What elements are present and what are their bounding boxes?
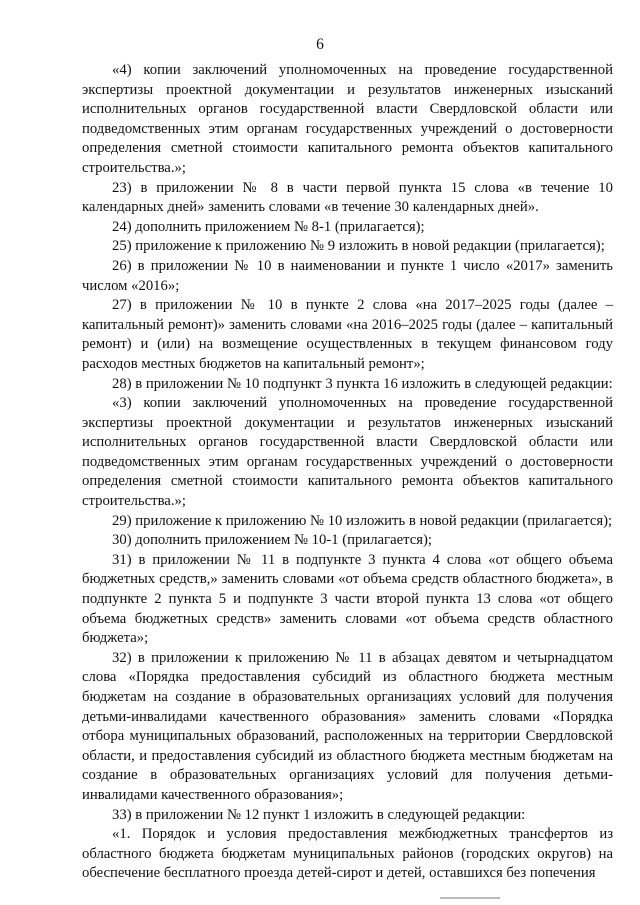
paragraph-item-4-quote: «4) копии заключений уполномоченных на проведение государственной экспертизы проектной документации и результатов инженерных изысканий исполнительных органов государственной власти Свердловской области или подведомственных этим органам государственных учреждений о достоверности определения сметной стоимости капитального ремонта объектов капитального строительства.»; xyxy=(82,62,613,176)
paragraph-item-28: 28) в приложении № 10 подпункт 3 пункта 16 изложить в следующей редакции: xyxy=(112,375,613,392)
paragraph-item-31: 31) в приложении № 11 в подпункте 3 пункта 4 слова «от общего объема бюджетных средств,» заменить словами «от объема средств областного бюджета», в подпункте 2 пункта 5 и подпункте 3 части второй пункта 13 слова «от общего объема бюджетных средств» заменить словами «от объема средств областного бюджета»; xyxy=(82,551,613,647)
document-body xyxy=(82,61,613,884)
paragraph-item-23: 23) в приложении № 8 в части первой пункта 15 слова «в течение 10 календарных дней» заменить словами «в течение 30 календарных дней». xyxy=(82,179,613,216)
paragraph-item-32: 32) в приложении к приложению № 11 в абзацах девятом и четырнадцатом слова «Порядка предоставления субсидий из областного бюджета местным бюджетам на создание в образовательных организациях условий для получения детьми-инвалидами качественного образования» заменить словами «Порядка отбора муниципальных образований, расположенных на территории Свердловской области, и предоставления субсидий из областного бюджета местным бюджетам на создание в образовательных организациях условий для получения детьми-инвалидами качественного образования»; xyxy=(82,649,613,803)
paragraph-item-29: 29) приложение к приложению № 10 изложить в новой редакции (прилагается); xyxy=(112,512,613,529)
paragraph-item-27: 27) в приложении № 10 в пункте 2 слова «на 2017–2025 годы (далее – капитальный ремонт)» заменить словами «на 2016–2025 годы (далее – капитальный ремонт) и (или) на возмещение осуществленных в текущем финансовом году расходов местных бюджетов на капитальный ремонт»; xyxy=(82,297,613,372)
page-number: 6 xyxy=(316,36,324,53)
paragraph-item-24: 24) дополнить приложением № 8-1 (прилагается); xyxy=(112,218,425,235)
scan-artifact xyxy=(440,897,500,899)
paragraph-item-33: 33) в приложении № 12 пункт 1 изложить в следующей редакции: xyxy=(112,806,526,823)
paragraph-item-1-quote: «1. Порядок и условия предоставления межбюджетных трансфертов из областного бюджета бюджетам муниципальных районов (городских округов) на обеспечение бесплатного проезда детей-сирот и детей, оставшихся без попечения xyxy=(82,826,613,882)
paragraph-item-25: 25) приложение к приложению № 9 изложить в новой редакции (прилагается); xyxy=(112,238,605,255)
paragraph-item-3-quote: «3) копии заключений уполномоченных на проведение государственной экспертизы проектной документации и результатов инженерных изысканий исполнительных органов государственной власти Свердловской области или подведомственных этим органам государственных учреждений о достоверности определения сметной стоимости капитального ремонта объектов капитального строительства.»; xyxy=(82,395,613,510)
paragraph-item-26: 26) в приложении № 10 в наименовании и пункте 1 число «2017» заменить числом «2016»; xyxy=(82,257,613,294)
paragraph-item-30: 30) дополнить приложением № 10-1 (прилагается); xyxy=(112,532,432,549)
